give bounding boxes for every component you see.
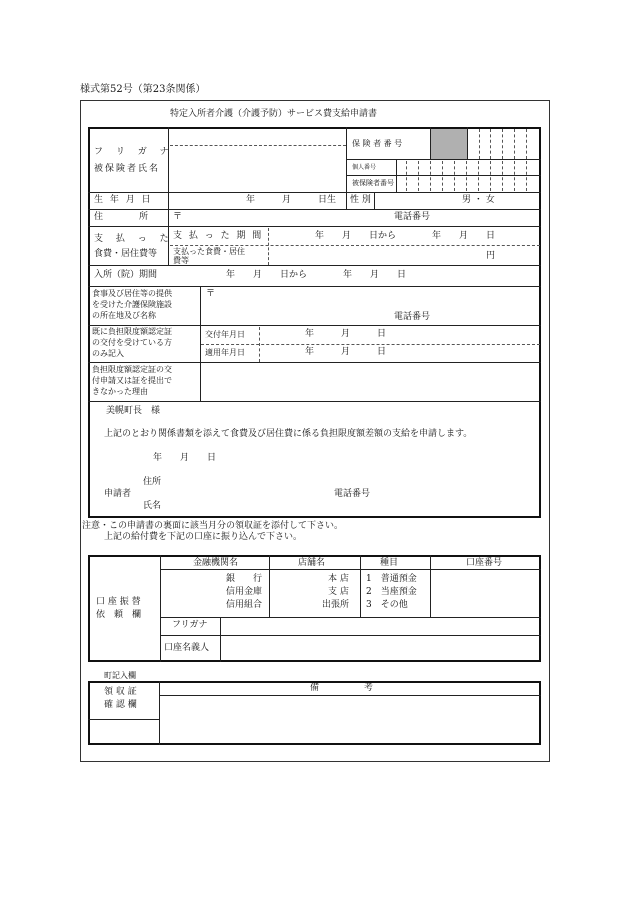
issue-date-label: 交付年月日 (205, 330, 245, 339)
applicant-address-field[interactable] (170, 476, 530, 488)
addressee: 美幌町長 様 (106, 406, 161, 416)
paid-amount-label-1: 支払った食費・居住 (173, 247, 245, 256)
account-type-ordinary[interactable]: 1 普通預金 (366, 574, 417, 584)
facility-label-3: の所在地及び名称 (92, 311, 156, 320)
dob-label: 生 年 月 日 (94, 195, 153, 205)
institution-type-shinkin[interactable]: 信用金庫 (226, 587, 263, 597)
receipt-confirm-label-2: 確 認 欄 (104, 700, 137, 710)
applicant-phone-label: 電話番号 (334, 489, 371, 499)
header-branch: 店舗名 (298, 558, 326, 568)
receipt-confirm-label-1: 領 収 証 (104, 687, 137, 697)
note-line-1: 注意・この申請書の裏面に該当月分の領収証を添付して下さい。 (82, 521, 344, 531)
note-line-2: 上記の給付費を下記の口座に振り込んで下さい。 (104, 532, 303, 542)
insured-name-furigana-field[interactable] (170, 129, 344, 144)
paid-amount-field[interactable] (270, 247, 480, 264)
application-date[interactable]: 年 月 日 (153, 453, 217, 463)
insured-name-field[interactable] (170, 147, 344, 191)
sex-field[interactable]: 男 ・ 女 (462, 195, 495, 205)
remarks-label: 備 考 (310, 683, 374, 693)
furigana-label: フ リ ガ ナ (94, 147, 174, 157)
holder-name-field[interactable] (222, 637, 539, 660)
institution-type-kumiai[interactable]: 信用組合 (226, 600, 263, 610)
facility-label-2: を受けた介護保険施設 (92, 300, 172, 309)
form-title: 特定入所者介護（介護予防）サービス費支給申請書 (170, 109, 378, 119)
admission-period-field[interactable]: 年 月 日から 年 月 日 (226, 270, 407, 280)
paid-amount-label-2: 費等 (173, 256, 189, 265)
address-label: 住 所 (94, 212, 149, 222)
branch-type-main[interactable]: 本 店 (328, 574, 349, 584)
certificate-label-3: のみ記入 (92, 349, 124, 358)
apply-date-field[interactable]: 年 月 日 (305, 347, 387, 357)
bank-section-label-1: 口 座 振 替 (96, 597, 141, 607)
facility-phone-label: 電話番号 (394, 312, 431, 322)
sex-label: 性 別 (350, 195, 371, 205)
branch-name-field[interactable] (271, 571, 321, 615)
form-number: 様式第52号（第23条関係） (80, 84, 206, 95)
reason-label-2: 付申請又は証を提出で (92, 376, 172, 385)
holder-name-label: 口座名義人 (164, 643, 210, 653)
personal-no-label: 個人番号 (352, 164, 377, 171)
insurer-no-shaded-cell (431, 129, 467, 159)
insured-name-label: 被保険者氏名 (94, 164, 161, 174)
paid-period-field[interactable]: 年 月 日から 年 月 日 (315, 231, 496, 241)
insurer-no-label: 保 険 者 番 号 (352, 139, 403, 148)
reason-label-1: 負担限度額認定証の交 (92, 365, 172, 374)
receipt-confirm-field[interactable] (90, 721, 158, 743)
applicant-label: 申請者 (104, 489, 132, 499)
apply-date-label: 適用年月日 (205, 348, 245, 357)
yen-unit: 円 (486, 251, 496, 261)
account-number-field[interactable] (432, 571, 539, 615)
account-type-other[interactable]: 3 その他 (366, 600, 408, 610)
address-field[interactable] (184, 211, 384, 225)
applicant-address-label: 住所 (143, 477, 162, 487)
reason-field[interactable] (203, 364, 539, 399)
reason-label-3: きなかった理由 (92, 387, 148, 396)
insured-no-field[interactable] (397, 176, 540, 191)
application-statement: 上記のとおり関係書類を添えて食費及び居住費に係る負担限度額差額の支給を申請します。 (104, 429, 473, 439)
facility-field[interactable] (216, 288, 538, 310)
postal-mark: 〒 (173, 212, 183, 222)
applicant-name-label: 氏名 (143, 501, 162, 511)
phone-field[interactable] (440, 211, 539, 225)
remarks-field[interactable] (161, 697, 539, 743)
account-type-current[interactable]: 2 当座預金 (366, 587, 417, 597)
applicant-phone-field[interactable] (380, 488, 530, 500)
town-section-label: 町記入欄 (104, 671, 136, 680)
paid-period-label: 支 払 っ た 期 間 (173, 231, 264, 241)
header-account-type: 種目 (380, 558, 399, 568)
institution-name-field[interactable] (162, 571, 222, 615)
certificate-label-1: 既に負担限度額認定証 (92, 327, 172, 336)
dob-field[interactable]: 年 月 日生 (246, 195, 337, 205)
facility-postal-mark: 〒 (206, 289, 216, 299)
admission-period-label: 入所（院）期間 (94, 270, 158, 280)
applicant-name-field[interactable] (170, 500, 320, 512)
branch-type-branch[interactable]: 支 店 (328, 587, 349, 597)
institution-type-bank[interactable]: 銀 行 (226, 574, 263, 584)
holder-furigana-label: フリガナ (172, 620, 208, 630)
bank-section-label-2: 依 頼 欄 (96, 610, 142, 620)
insured-no-label: 被保険者番号 (352, 179, 394, 187)
phone-label: 電話番号 (394, 212, 431, 222)
payment-label-2: 食費・居住費等 (94, 249, 158, 259)
header-account-no: 口座番号 (466, 558, 503, 568)
issue-date-field[interactable]: 年 月 日 (305, 329, 387, 339)
header-institution: 金融機関名 (193, 558, 239, 568)
holder-furigana-field[interactable] (222, 619, 539, 634)
personal-no-field[interactable] (397, 161, 540, 175)
certificate-label-2: の交付を受けている方 (92, 338, 172, 347)
payment-label-1: 支 払 っ た (94, 234, 174, 244)
branch-type-office[interactable]: 出張所 (322, 600, 350, 610)
insurer-no-field[interactable] (468, 129, 540, 159)
facility-label-1: 食事及び居住等の提供 (92, 289, 172, 298)
